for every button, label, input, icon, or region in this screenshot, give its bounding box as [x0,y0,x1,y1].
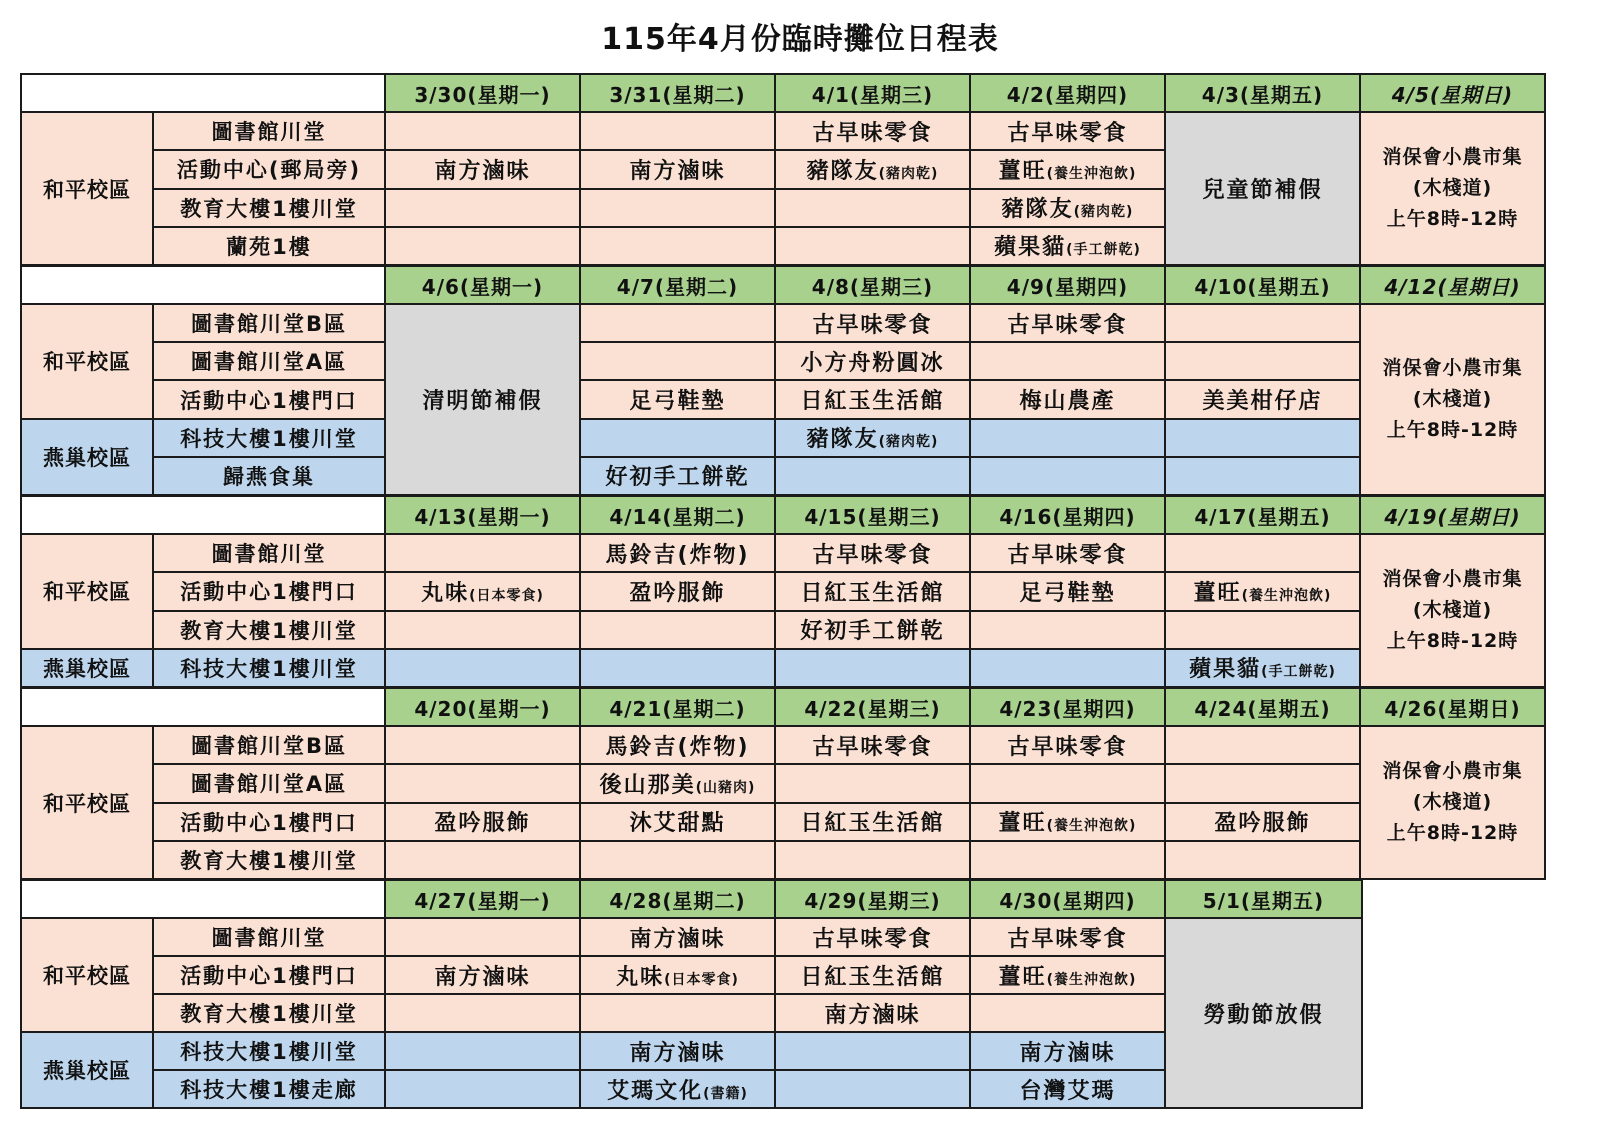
campus-label-yanchao: 燕巢校區 [21,419,153,495]
schedule-cell: 古早味零食 [775,112,970,150]
schedule-cell: 馬鈴吉(炸物) [580,534,775,572]
location-label: 歸燕食巢 [153,457,385,495]
date-header: 4/17(星期五) [1165,496,1360,534]
schedule-cell [385,227,580,265]
location-label: 圖書館川堂B區 [153,726,385,764]
vendor-name: 豬隊友 [806,158,879,184]
header-blank [21,880,385,918]
week-table-1 [20,73,1546,266]
schedule-cell [775,649,970,687]
schedule-cell: 古早味零食 [970,304,1165,342]
date-header: 4/16(星期四) [970,496,1165,534]
date-header: 4/21(星期二) [580,688,775,726]
location-label: 圖書館川堂A區 [153,764,385,802]
location-label: 科技大樓1樓走廊 [153,1070,385,1108]
date-header: 4/28(星期二) [580,880,775,918]
schedule-cell [1165,572,1360,610]
header-blank [21,74,385,112]
schedule-cell: 南方滷味 [580,150,775,188]
schedule-cell: 盈吟服飾 [580,572,775,610]
location-label: 活動中心1樓門口 [153,803,385,841]
sunday-market-line2: (木棧道) [1412,177,1493,200]
schedule-cell: 日紅玉生活館 [775,803,970,841]
schedule-cell [385,112,580,150]
vendor-note: (書籍) [703,1085,748,1102]
week-table-4 [20,687,1546,880]
date-header: 5/1(星期五) [1165,880,1362,918]
schedule-cell [385,611,580,649]
date-header-sunday: 4/5(星期日) [1360,74,1545,112]
schedule-cell [775,419,970,457]
schedule-cell: 南方滷味 [970,1032,1165,1070]
date-header: 4/2(星期四) [970,74,1165,112]
schedule-cell: 美美柑仔店 [1165,380,1360,418]
vendor-note: (養生沖泡飲) [1046,165,1137,182]
schedule-cell: 南方滷味 [580,1032,775,1070]
schedule-cell [580,342,775,380]
sunday-market-line1: 消保會小農市集 [1382,357,1523,380]
schedule-cell [1165,764,1360,802]
schedule-cell: 古早味零食 [970,534,1165,572]
date-header: 4/15(星期三) [775,496,970,534]
location-label: 圖書館川堂 [153,534,385,572]
sunday-market-line1: 消保會小農市集 [1382,146,1523,169]
schedule-cell [970,227,1165,265]
date-header: 4/27(星期一) [385,880,580,918]
schedule-cell [775,1032,970,1070]
schedule-cell [970,841,1165,879]
schedule-cell: 古早味零食 [775,304,970,342]
date-header: 4/30(星期四) [970,880,1165,918]
sunday-market-cell [1360,726,1545,879]
schedule-cell [580,227,775,265]
date-header: 4/8(星期三) [775,266,970,304]
date-header: 4/7(星期二) [580,266,775,304]
schedule-cell [385,841,580,879]
schedule-cell [580,304,775,342]
schedule-cell [1165,534,1360,572]
vendor-name: 豬隊友 [1001,197,1074,223]
date-header: 4/1(星期三) [775,74,970,112]
schedule-cell [580,611,775,649]
date-header: 4/22(星期三) [775,688,970,726]
location-label: 圖書館川堂B區 [153,304,385,342]
schedule-cell [1165,649,1360,687]
schedule-cell: 古早味零食 [775,918,970,956]
vendor-name: 丸味 [421,580,470,606]
location-label: 科技大樓1樓川堂 [153,649,385,687]
schedule-cell [970,150,1165,188]
schedule-cell: 好初手工餅乾 [775,611,970,649]
vendor-name: 薑旺 [998,964,1047,990]
schedule-cell [580,189,775,227]
location-label: 教育大樓1樓川堂 [153,841,385,879]
vendor-note: (日本零食) [664,971,739,988]
schedule-cell [385,534,580,572]
vendor-note: (山豬肉) [695,779,756,796]
campus-label-heping: 和平校區 [21,304,153,418]
week-table-3 [20,495,1546,688]
schedule-cell: 盈吟服飾 [1165,803,1360,841]
schedule-cell [385,189,580,227]
location-label: 蘭苑1樓 [153,227,385,265]
schedule-cell [1165,419,1360,457]
campus-label-heping: 和平校區 [21,726,153,879]
schedule-cell [970,956,1165,994]
vendor-note: (日本零食) [469,587,544,604]
location-label: 活動中心1樓門口 [153,956,385,994]
vendor-note: (養生沖泡飲) [1241,587,1332,604]
schedule-cell [385,764,580,802]
date-header: 4/10(星期五) [1165,266,1360,304]
schedule-cell: 台灣艾瑪 [970,1070,1165,1108]
sunday-market-line2: (木棧道) [1412,388,1493,411]
schedule-cell [1165,611,1360,649]
schedule-cell [1165,457,1360,495]
schedule-cell [775,764,970,802]
sunday-market-line2: (木棧道) [1412,791,1493,814]
location-label: 圖書館川堂 [153,918,385,956]
schedule-cell [970,189,1165,227]
date-header: 4/13(星期一) [385,496,580,534]
schedule-cell [580,764,775,802]
schedule-cell [385,1070,580,1108]
location-label: 活動中心1樓門口 [153,572,385,610]
date-header: 3/31(星期二) [580,74,775,112]
vendor-note: (手工餅乾) [1066,242,1141,259]
schedule-cell: 日紅玉生活館 [775,572,970,610]
schedule-cell: 古早味零食 [775,534,970,572]
schedule-cell: 馬鈴吉(炸物) [580,726,775,764]
date-header-sunday: 4/19(星期日) [1360,496,1545,534]
header-blank [21,266,385,304]
schedule-cell [385,918,580,956]
schedule-cell: 南方滷味 [775,994,970,1032]
schedule-cell [775,150,970,188]
location-label: 圖書館川堂A區 [153,342,385,380]
page-title: 115年4月份臨時攤位日程表 [601,22,999,57]
sunday-market-cell [1360,304,1545,495]
schedule-cell [580,956,775,994]
schedule-cell: 日紅玉生活館 [775,956,970,994]
schedule-cell [385,572,580,610]
sunday-market-line1: 消保會小農市集 [1382,760,1523,783]
schedule-cell [1165,841,1360,879]
schedule-cell [385,994,580,1032]
sunday-market-line1: 消保會小農市集 [1382,568,1523,591]
sunday-market-cell [1360,534,1545,687]
schedule-cell [775,1070,970,1108]
vendor-name: 薑旺 [1193,580,1242,606]
schedule-cell [970,457,1165,495]
schedule-cell [775,227,970,265]
date-header-sunday: 4/26(星期日) [1360,688,1545,726]
schedule-cell: 南方滷味 [385,150,580,188]
sunday-market-line3: 上午8時-12時 [1386,208,1519,231]
campus-label-heping: 和平校區 [21,534,153,649]
vendor-name: 丸味 [616,964,665,990]
schedule-cell [385,726,580,764]
vendor-name: 薑旺 [998,811,1047,837]
schedule-cell [970,994,1165,1032]
location-label: 教育大樓1樓川堂 [153,994,385,1032]
schedule-cell [970,611,1165,649]
schedule-cell [775,189,970,227]
schedule-cell [970,803,1165,841]
schedule-cell [775,457,970,495]
campus-label-yanchao: 燕巢校區 [21,1032,153,1108]
vendor-note: (養生沖泡飲) [1046,818,1137,835]
date-header: 4/6(星期一) [385,266,580,304]
schedule-cell [1165,726,1360,764]
schedule-cell [580,649,775,687]
holiday-cell: 勞動節放假 [1165,918,1362,1108]
schedule-cell [580,112,775,150]
vendor-note: (豬肉乾) [1073,204,1134,221]
week-table-2 [20,265,1546,496]
location-label: 科技大樓1樓川堂 [153,419,385,457]
schedule-cell [970,342,1165,380]
schedule-cell: 古早味零食 [970,918,1165,956]
vendor-note: (養生沖泡飲) [1046,971,1137,988]
schedule-cell: 南方滷味 [385,956,580,994]
schedule-cell: 南方滷味 [580,918,775,956]
vendor-name: 艾瑪文化 [607,1078,704,1104]
campus-label-yanchao: 燕巢校區 [21,649,153,687]
schedule-cell [580,994,775,1032]
vendor-note: (豬肉乾) [878,165,939,182]
sunday-market-line3: 上午8時-12時 [1386,419,1519,442]
sunday-market-line3: 上午8時-12時 [1386,630,1519,653]
location-label: 教育大樓1樓川堂 [153,189,385,227]
schedule-cell: 小方舟粉圓冰 [775,342,970,380]
schedule-cell: 盈吟服飾 [385,803,580,841]
sunday-market-line2: (木棧道) [1412,599,1493,622]
schedule-cell: 好初手工餅乾 [580,457,775,495]
date-header: 4/23(星期四) [970,688,1165,726]
date-header-sunday: 4/12(星期日) [1360,266,1545,304]
schedule-cell: 足弓鞋墊 [970,572,1165,610]
schedule-cell: 沐艾甜點 [580,803,775,841]
vendor-name: 蘋果貓 [994,235,1067,261]
date-header: 4/14(星期二) [580,496,775,534]
vendor-name: 薑旺 [998,158,1047,184]
schedule-cell: 日紅玉生活館 [775,380,970,418]
schedule-cell: 古早味零食 [775,726,970,764]
location-label: 圖書館川堂 [153,112,385,150]
campus-label-heping: 和平校區 [21,112,153,265]
vendor-name: 蘋果貓 [1189,657,1262,683]
schedule-cell [970,419,1165,457]
sunday-market-line3: 上午8時-12時 [1386,822,1519,845]
schedule-cell: 足弓鞋墊 [580,380,775,418]
date-header: 4/3(星期五) [1165,74,1360,112]
location-label: 科技大樓1樓川堂 [153,1032,385,1070]
holiday-cell: 兒童節補假 [1165,112,1360,265]
location-label: 活動中心(郵局旁) [153,150,385,188]
schedule-cell [580,841,775,879]
holiday-cell: 清明節補假 [385,304,580,495]
location-label: 教育大樓1樓川堂 [153,611,385,649]
vendor-note: (手工餅乾) [1261,664,1336,681]
date-header: 4/9(星期四) [970,266,1165,304]
schedule-cell [775,841,970,879]
date-header: 4/29(星期三) [775,880,970,918]
schedule-cell [1165,304,1360,342]
vendor-name: 後山那美 [599,772,696,798]
campus-label-heping: 和平校區 [21,918,153,1032]
week-table-5 [20,879,1363,1109]
header-blank [21,688,385,726]
schedule-cell [580,1070,775,1108]
schedule-cell: 古早味零食 [970,726,1165,764]
vendor-name: 豬隊友 [806,427,879,453]
date-header: 3/30(星期一) [385,74,580,112]
schedule-cell [385,649,580,687]
location-label: 活動中心1樓門口 [153,380,385,418]
vendor-note: (豬肉乾) [878,434,939,451]
date-header: 4/20(星期一) [385,688,580,726]
schedule-cell [580,419,775,457]
schedule-cell [1165,342,1360,380]
schedule-cell [970,764,1165,802]
sunday-market-cell [1360,112,1545,265]
schedule-cell: 梅山農產 [970,380,1165,418]
schedule-cell [970,649,1165,687]
date-header: 4/24(星期五) [1165,688,1360,726]
header-blank [21,496,385,534]
schedule-cell [385,1032,580,1070]
schedule-cell: 古早味零食 [970,112,1165,150]
